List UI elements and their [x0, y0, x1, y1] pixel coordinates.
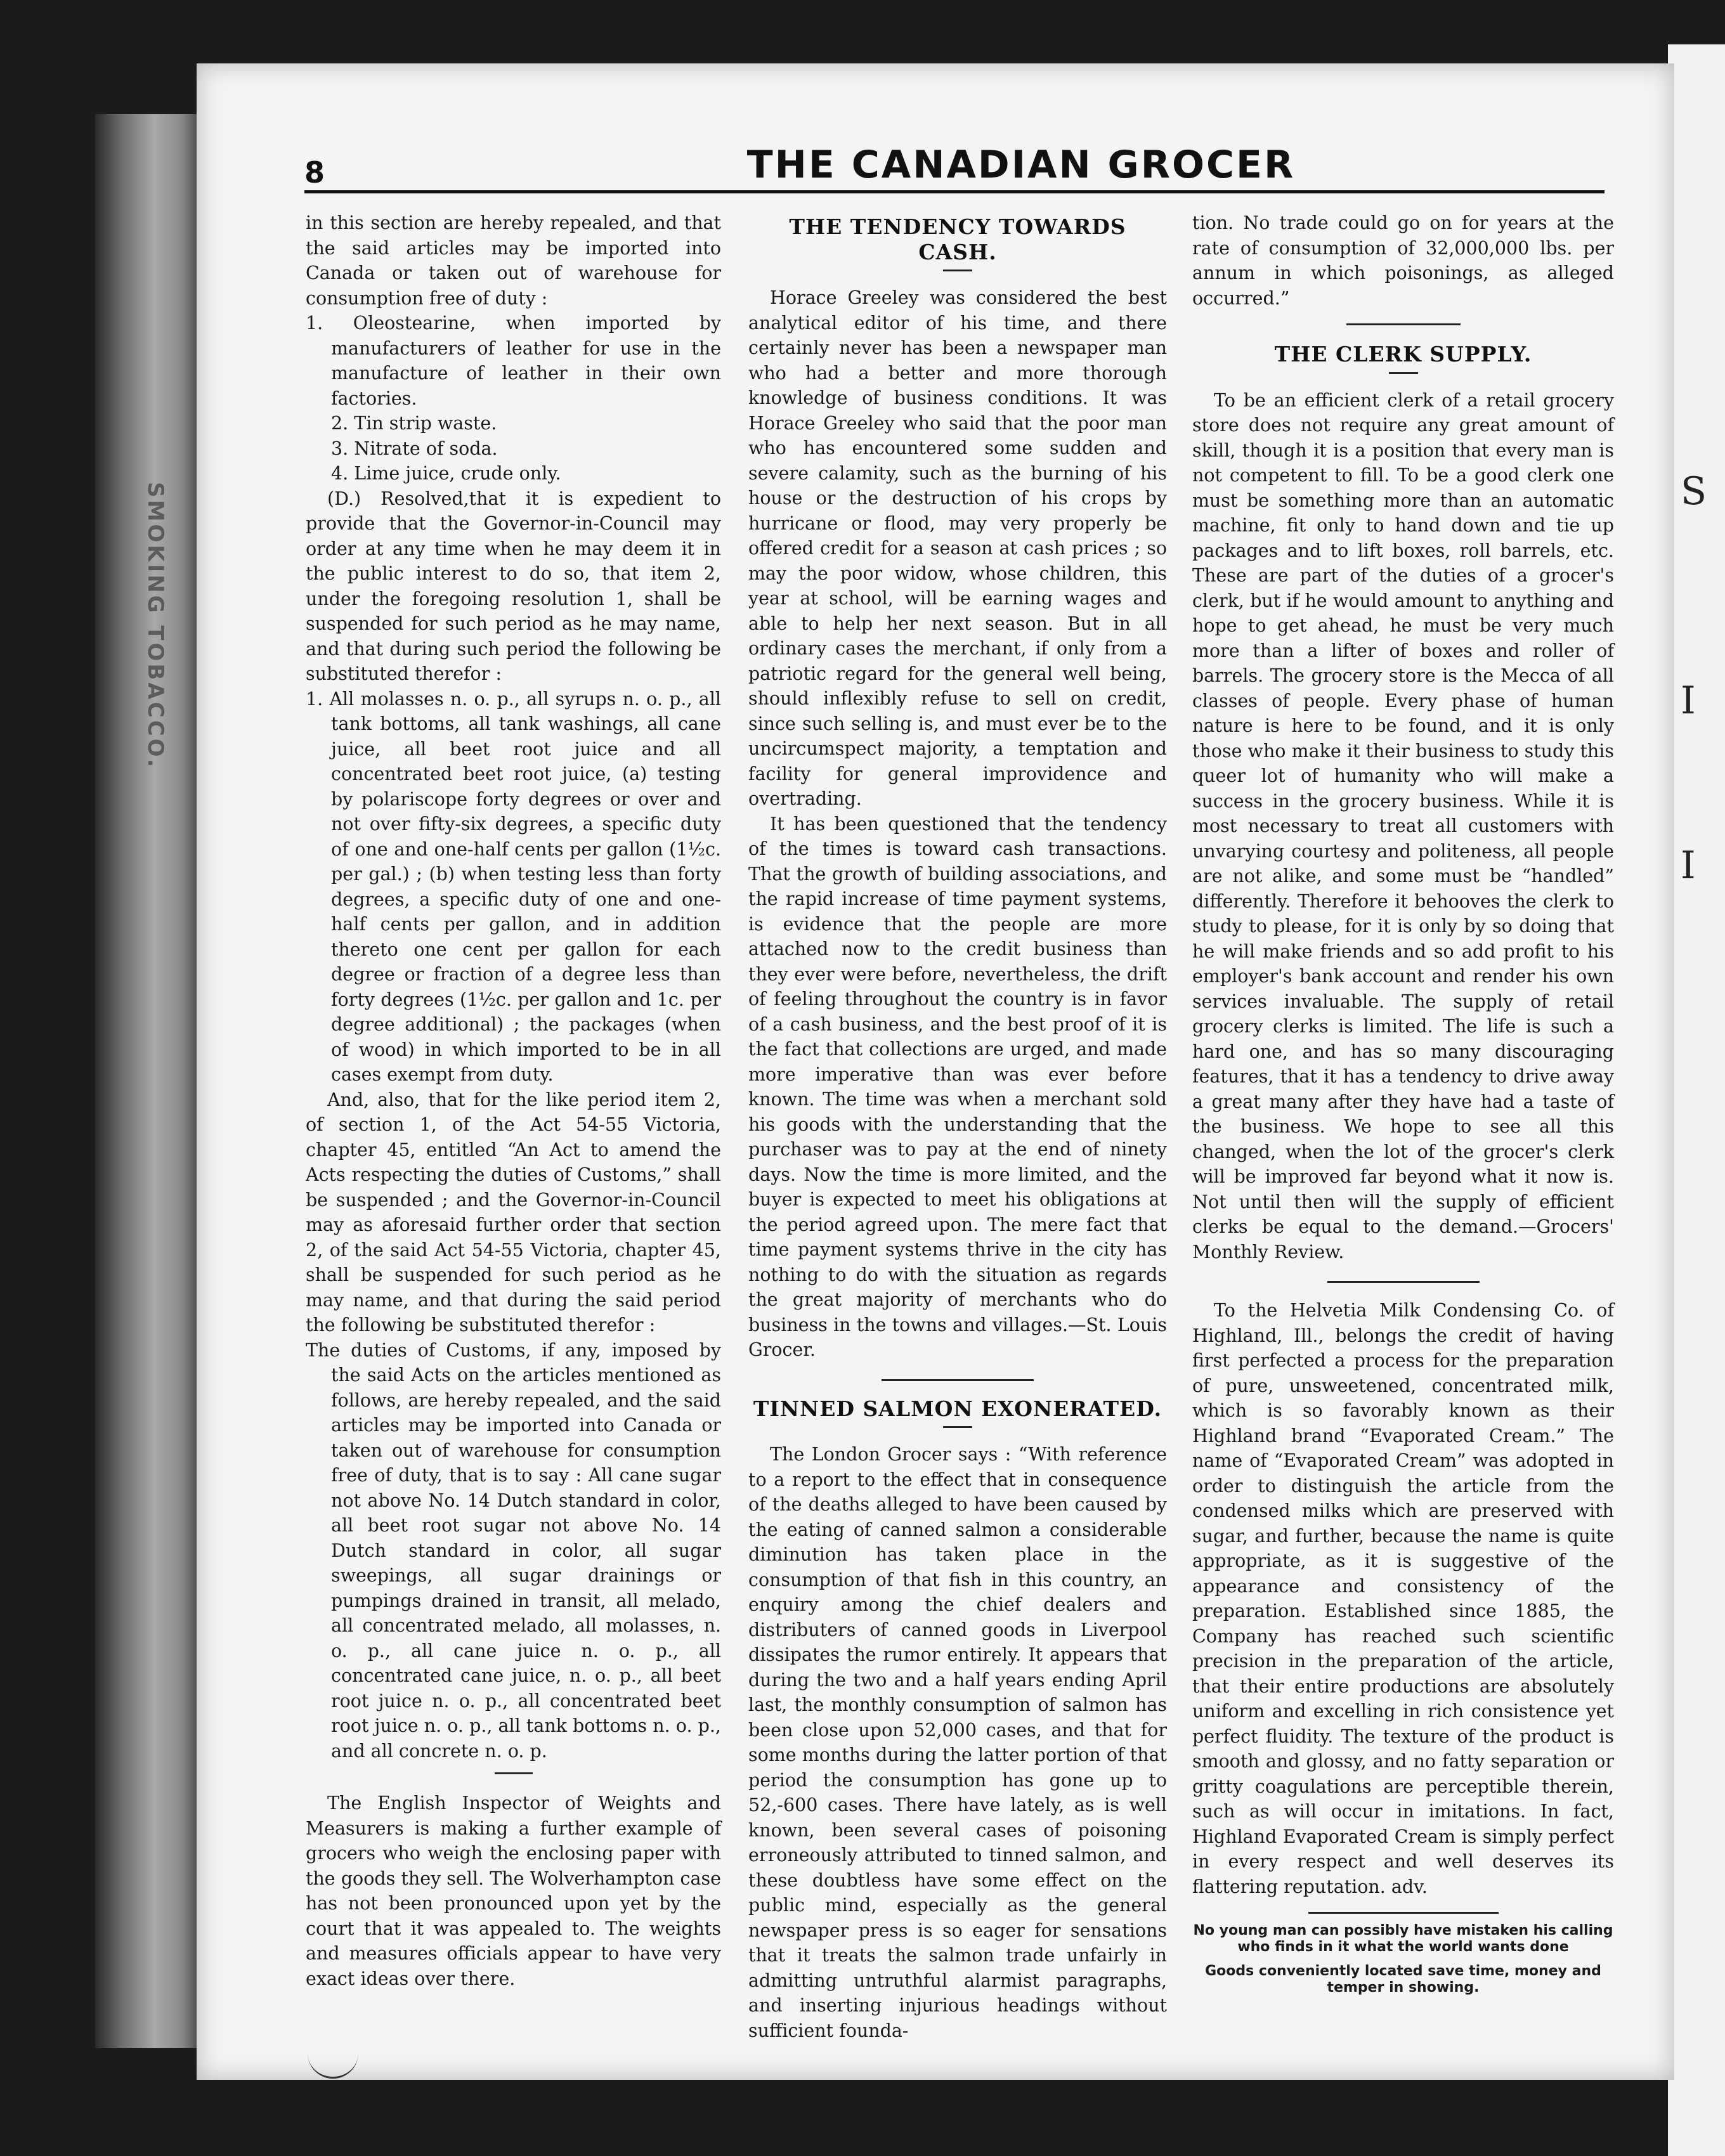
- paragraph: To be an efficient clerk of a retail grocery store does not require any great amount of skill, though it is a position that every man is not competent to fill. To be a good clerk one must be something more than an automatic machine, fit only to hand down and tie up packages and to lift boxes, roll barrels, etc. These are part of the duties of a grocer's clerk, but if he would amount to anything and hope to get ahead, he must be very much more than a lifter of boxes and roller of barrels. The grocery store is the Mecca of all classes of people. Every phase of human nature is here to be found, and it is only those who make it their business to study this queer lot of humanity who will make a success in the grocery business. While it is most necessary to treat all customers with unvarying courtesy and politeness, all people are not alike, and some must be “handled” differently. Therefore it behooves the clerk to study to please, for it is only by so doing that he will make friends and so add profit to his employer's bank account and render his own services invaluable. The supply of retail grocery clerks is limited. The life is such a hard one, and has so many discouraging features, that it has a tendency to drive away a great many after they have had a taste of the business. We hope to see all this changed, when the lot of the grocer's clerk will be improved far beyond what it now is. Not until then will the supply of efficient clerks be equal to the demand.—Grocers' Monthly Review.: [1192, 389, 1614, 1263]
- list-item: 4. Lime juice, crude only.: [331, 463, 561, 484]
- column-3: [1192, 211, 1614, 1996]
- paragraph: (D.) Resolved,that it is expedient to provide that the Governor-in-Council may order at any time when he may deem it in the public interest to do so, that item 2, under the foregoing resolution 1, shall be suspended for such period as he may name, and that during such period the following be substituted therefor :: [306, 488, 721, 684]
- adjacent-page-letter: I: [1681, 679, 1696, 723]
- paragraph: The English Inspector of Weights and Measurers is making a further example of grocers who weigh the enclosing paper with the goods they sell. The Wolverhampton case has not been pronounced upon yet by the court that it was appealed to. The weights and measures officials appear to have very exact ideas over there.: [306, 1793, 721, 1989]
- divider: [943, 270, 972, 271]
- section-heading: TINNED SALMON EXONERATED.: [753, 1396, 1162, 1421]
- divider: [943, 1426, 972, 1428]
- paragraph: And, also, that for the like period item 2, of section 1, of the Act 54-55 Victoria, chapter 45, entitled “An Act to amend the Acts respecting the duties of Customs,” shall be suspended ; and the Governor-in-Council may as aforesaid further order that section 2, of the said Act 54-55 Victoria, chapter 45, shall be suspended for such period as he may name, and that during the said period the following be substituted therefor :: [306, 1089, 721, 1335]
- divider: [1389, 372, 1418, 374]
- paragraph: in this section are hereby repealed, and that the said articles may be imported into Canada or taken out of warehouse for consumption free of duty :: [306, 212, 721, 309]
- filler-note: No young man can possibly have mistaken his calling who finds in it what the world wants done: [1193, 1923, 1613, 1955]
- divider: [882, 1379, 1034, 1381]
- divider: [1308, 1912, 1499, 1914]
- pen-mark: [308, 2051, 358, 2079]
- divider: [1327, 1281, 1480, 1283]
- adjacent-page-letter: I: [1681, 843, 1696, 888]
- paragraph: It has been questioned that the tendency of the times is toward cash transactions. That the growth of building associations, and the rapid increase of time payment systems, is evidence that the people are more attached now to the credit business than they ever were before, nevertheless, the drift of feeling throughout the country is in favor of a cash business, and the best proof of it is the fact that collections are urged, and made more imperative than was ever before known. The time was when a merchant sold his goods with the understanding that the purchaser was to pay at the end of ninety days. Now the time is more limited, and the buyer is expected to meet his obligations at the period agreed upon. The mere fact that time payment systems thrive in the city has nothing to do with the situation as regards the great majority of merchants who do business in the towns and villages.—St. Louis Grocer.: [748, 813, 1167, 1360]
- paragraph: The duties of Customs, if any, imposed by the said Acts on the articles mentioned as follows, are hereby repealed, and the said articles may be imported into Canada or taken out of warehouse for consumption free of duty, that is to say : All cane sugar not above No. 14 Dutch standard in color, all beet root sugar not above No. 14 Dutch standard in color, all sugar sweepings, all sugar drainings or pumpings drained in transit, all melado, all concentrated melado, all molasses, n. o. p., all cane juice n. o. p., all concentrated cane juice, n. o. p., all beet root juice n. o. p., all concentrated beet root juice n. o. p., all tank bottoms n. o. p., and all concrete n. o. p.: [306, 1339, 721, 1762]
- divider: [1346, 323, 1461, 325]
- section-heading: THE TENDENCY TOWARDS CASH.: [789, 214, 1126, 264]
- column-1: [306, 211, 721, 1991]
- list-item: 2. Tin strip waste.: [331, 413, 497, 434]
- header-rule: [304, 190, 1605, 193]
- column-2: [748, 211, 1167, 2043]
- page-number: 8: [304, 155, 325, 190]
- section-heading: THE CLERK SUPPLY.: [1274, 342, 1532, 367]
- divider: [495, 1772, 533, 1774]
- list-item: 1. All molasses n. o. p., all syrups n. o. p., all tank bottoms, all tank washings, all cane juice, all beet root juice and all concentrated beet root juice, (a) testing by polariscope forty degrees or over and not over fifty-six degrees, a specific duty of one and one-half cents per gallon (1½c. per gal.) ; (b) when testing less than forty degrees, a specific duty of one and one-half cents per gallon, and in addition thereto one cent per gallon for each degree or fraction of a degree less than forty degrees (1½c. per gallon and 1c. per degree additional) ; the packages (when of wood) in which imported to be in all cases exempt from duty.: [306, 688, 721, 1085]
- paragraph: The London Grocer says : “With reference to a report to the effect that in consequence of the deaths alleged to have been caused by the eating of canned salmon a considerable diminution has taken place in the consumption of that fish in this country, an enquiry among the chief dealers and distributers of canned goods in Liverpool dissipates the rumor entirely. It appears that during the two and a half years ending April last, the monthly consumption of salmon has been close upon 52,000 cases, and that for some months during the latter portion of that period the consumption has gone up to 52,-600 cases. There have lately, as is well known, been several cases of poisoning erroneously attributed to tinned salmon, and these doubtless have some effect on the public mind, especially as the general newspaper press is so eager for sensations that it treats the salmon trade unfairly in admitting untruthful alarmist paragraphs, and inserting injurious headings without sufficient founda-: [748, 1444, 1167, 2041]
- page-title: THE CANADIAN GROCER: [746, 143, 1296, 187]
- paragraph: tion. No trade could go on for years at the rate of consumption of 32,000,000 lbs. per annum in which poisonings, as alleged occurred.”: [1192, 212, 1614, 309]
- book-spine: [95, 114, 203, 2048]
- spine-text: SMOKING TOBACCO.: [143, 482, 168, 770]
- list-item: 3. Nitrate of soda.: [331, 438, 498, 459]
- adjacent-page-letter: S: [1681, 469, 1707, 514]
- newspaper-page: [197, 63, 1674, 2080]
- adjacent-page-edge: [1668, 44, 1725, 2156]
- paragraph: To the Helvetia Milk Condensing Co. of Highland, Ill., belongs the credit of having first perfected a process for the preparation of pure, unsweetened, concentrated milk, which is so favorably known as their Highland brand “Evaporated Cream.” The name of “Evaporated Cream” was adopted in order to distinguish the article from the condensed milks which are preserved with sugar, and further, because the name is quite appropriate, as it is suggestive of the appearance and consistency of the preparation. Established since 1885, the Company has reached such scientific precision in the preparation of the article, that their entire productions are absolutely uniform and excelling in rich consistence yet perfect fluidity. The texture of the product is smooth and glossy, and no fatty separation or gritty coagulations are perceptible therein, such as will occur in imitations. In fact, Highland Evaporated Cream is simply perfect in every respect and well deserves its flattering reputation. adv.: [1192, 1300, 1614, 1897]
- paragraph: Horace Greeley was considered the best analytical editor of his time, and there certainly never has been a newspaper man who had a better and more thorough knowledge of business conditions. It was Horace Greeley who said that the poor man who has encountered some sudden and severe calamity, such as the burning of his house or the destruction of his crops by hurricane or flood, may very properly be offered credit for a season at cash prices ; so may the poor widow, whose children, this year at school, will be earning wages and able to help her next season. But in all ordinary cases the merchant, if only from a patriotic regard for the general well being, should inflexibly refuse to sell on credit, since such selling is, and must ever be to the uncircumspect majority, a temptation and facility for general improvidence and overtrading.: [748, 287, 1167, 809]
- filler-note: Goods conveniently located save time, money and temper in showing.: [1205, 1963, 1601, 1996]
- list-item: 1. Oleostearine, when imported by manufacturers of leather for use in the manufacture of leather in their own factories.: [306, 313, 721, 409]
